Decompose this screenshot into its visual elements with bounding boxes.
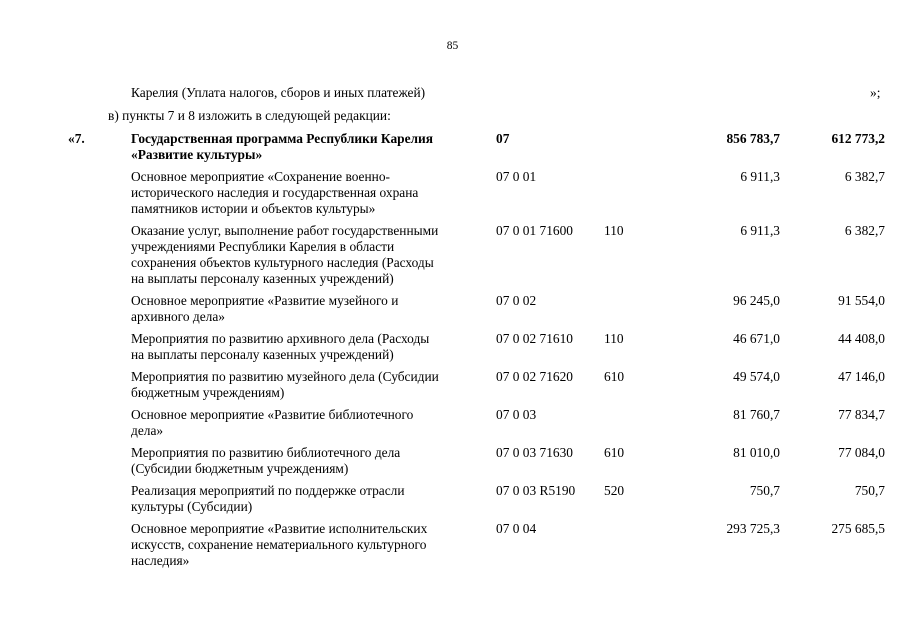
row-target-code: 07 0 04 [496,521,537,536]
budget-table [68,131,885,569]
table-row [68,131,885,169]
row-amount-year-1: 81 010,0 [733,445,780,460]
row-target-code: 07 0 02 [496,293,537,308]
row-number: «7. [68,131,85,146]
row-amount-year-1: 49 574,0 [733,369,780,384]
row-name-line: архивного дела» [131,309,225,324]
row-name-line: бюджетным учреждениям) [131,385,285,400]
row-number [68,169,131,223]
row-number [68,407,131,445]
row-name-line: Реализация мероприятий по поддержке отрасли [131,483,405,498]
row-name [131,445,496,483]
row-amount-year-2: 6 382,7 [844,169,885,184]
row-name-line: на выплаты персоналу казенных учреждений) [131,271,394,286]
row-name [131,521,496,569]
row-number [68,331,131,369]
table-row [68,169,885,223]
row-name-line: Мероприятия по развитию музейного дела (Субсидии [131,369,439,384]
row-name-line: искусств, сохранение нематериального культурного [131,537,427,552]
row-amount-year-1: 81 760,7 [733,407,780,422]
row-expense-type [604,131,676,169]
row-name-line: исторического наследия и государственная охрана [131,185,419,200]
table-row [68,331,885,369]
row-name-line: Основное мероприятие «Сохранение военно- [131,169,390,184]
table-row [68,521,885,569]
continuation-text: Карелия (Уплата налогов, сборов и иных платежей) [131,85,426,100]
row-number [68,369,131,407]
table-row [68,483,885,521]
row-name-line: Мероприятия по развитию архивного дела (Расходы [131,331,430,346]
row-target-code: 07 0 01 [496,169,537,184]
budget-table-body [68,131,885,569]
row-target-code: 07 0 03 71630 [496,445,573,460]
row-name-line: Основное мероприятие «Развитие музейного и [131,293,399,308]
row-expense-type: 610 [604,369,625,384]
row-target-code: 07 0 01 71600 [496,223,573,238]
row-expense-type: 520 [604,483,625,498]
row-name-line: учреждениями Республики Карелия в области [131,239,395,254]
row-target-code: 07 0 02 71620 [496,369,573,384]
row-number [68,223,131,293]
row-name-line: Основное мероприятие «Развитие исполнительских [131,521,428,536]
row-name-line: «Развитие культуры» [131,147,263,162]
instruction-text: в) пункты 7 и 8 изложить в следующей редакции: [108,108,391,123]
row-expense-type: 110 [604,331,624,346]
row-amount-year-1: 750,7 [749,483,780,498]
row-name-line: Основное мероприятие «Развитие библиотечного [131,407,414,422]
row-name-line: дела» [131,423,164,438]
row-amount-year-2: 6 382,7 [844,223,885,238]
row-amount-year-2: 91 554,0 [838,293,885,308]
row-expense-type: 110 [604,223,624,238]
row-name [131,369,496,407]
row-expense-type [604,521,676,569]
row-name [131,331,496,369]
row-name-line: памятников истории и объектов культуры» [131,201,376,216]
row-name-line: культуры (Субсидии) [131,499,253,514]
row-number [68,293,131,331]
row-expense-type [604,407,676,445]
row-name-line: Мероприятия по развитию библиотечного дела [131,445,401,460]
row-name-line: Оказание услуг, выполнение работ государственными [131,223,439,238]
row-expense-type: 610 [604,445,625,460]
row-name [131,293,496,331]
table-row [68,445,885,483]
row-amount-year-2: 275 685,5 [831,521,885,536]
row-amount-year-2: 77 834,7 [838,407,885,422]
row-target-code: 07 0 03 R5190 [496,483,576,498]
table-row [68,407,885,445]
row-name-line: наследия» [131,553,190,568]
row-name-line: (Субсидии бюджетным учреждениям) [131,461,349,476]
row-amount-year-1: 96 245,0 [733,293,780,308]
row-amount-year-1: 6 911,3 [740,169,780,184]
row-number [68,483,131,521]
row-name-line: на выплаты персоналу казенных учреждений) [131,347,394,362]
page-number: 85 [446,40,459,52]
row-name-line: Государственная программа Республики Карелия [131,131,434,146]
table-row [68,369,885,407]
table-row [68,223,885,293]
row-number [68,445,131,483]
closing-quote: »; [870,85,881,100]
row-target-code: 07 0 02 71610 [496,331,573,346]
row-number [68,521,131,569]
row-name [131,223,496,293]
row-expense-type [604,293,676,331]
row-name [131,131,496,169]
row-amount-year-1: 293 725,3 [726,521,780,536]
row-name [131,169,496,223]
row-amount-year-1: 46 671,0 [733,331,780,346]
row-amount-year-2: 44 408,0 [838,331,885,346]
row-amount-year-2: 77 084,0 [838,445,885,460]
table-row [68,293,885,331]
row-expense-type [604,169,676,223]
row-amount-year-2: 750,7 [854,483,885,498]
row-name [131,407,496,445]
row-target-code: 07 [496,131,510,146]
row-amount-year-1: 6 911,3 [740,223,780,238]
row-amount-year-1: 856 783,7 [726,131,780,146]
row-name [131,483,496,521]
row-amount-year-2: 612 773,2 [831,131,885,146]
row-target-code: 07 0 03 [496,407,537,422]
row-amount-year-2: 47 146,0 [838,369,885,384]
row-name-line: сохранения объектов культурного наследия (Расходы [131,255,434,270]
